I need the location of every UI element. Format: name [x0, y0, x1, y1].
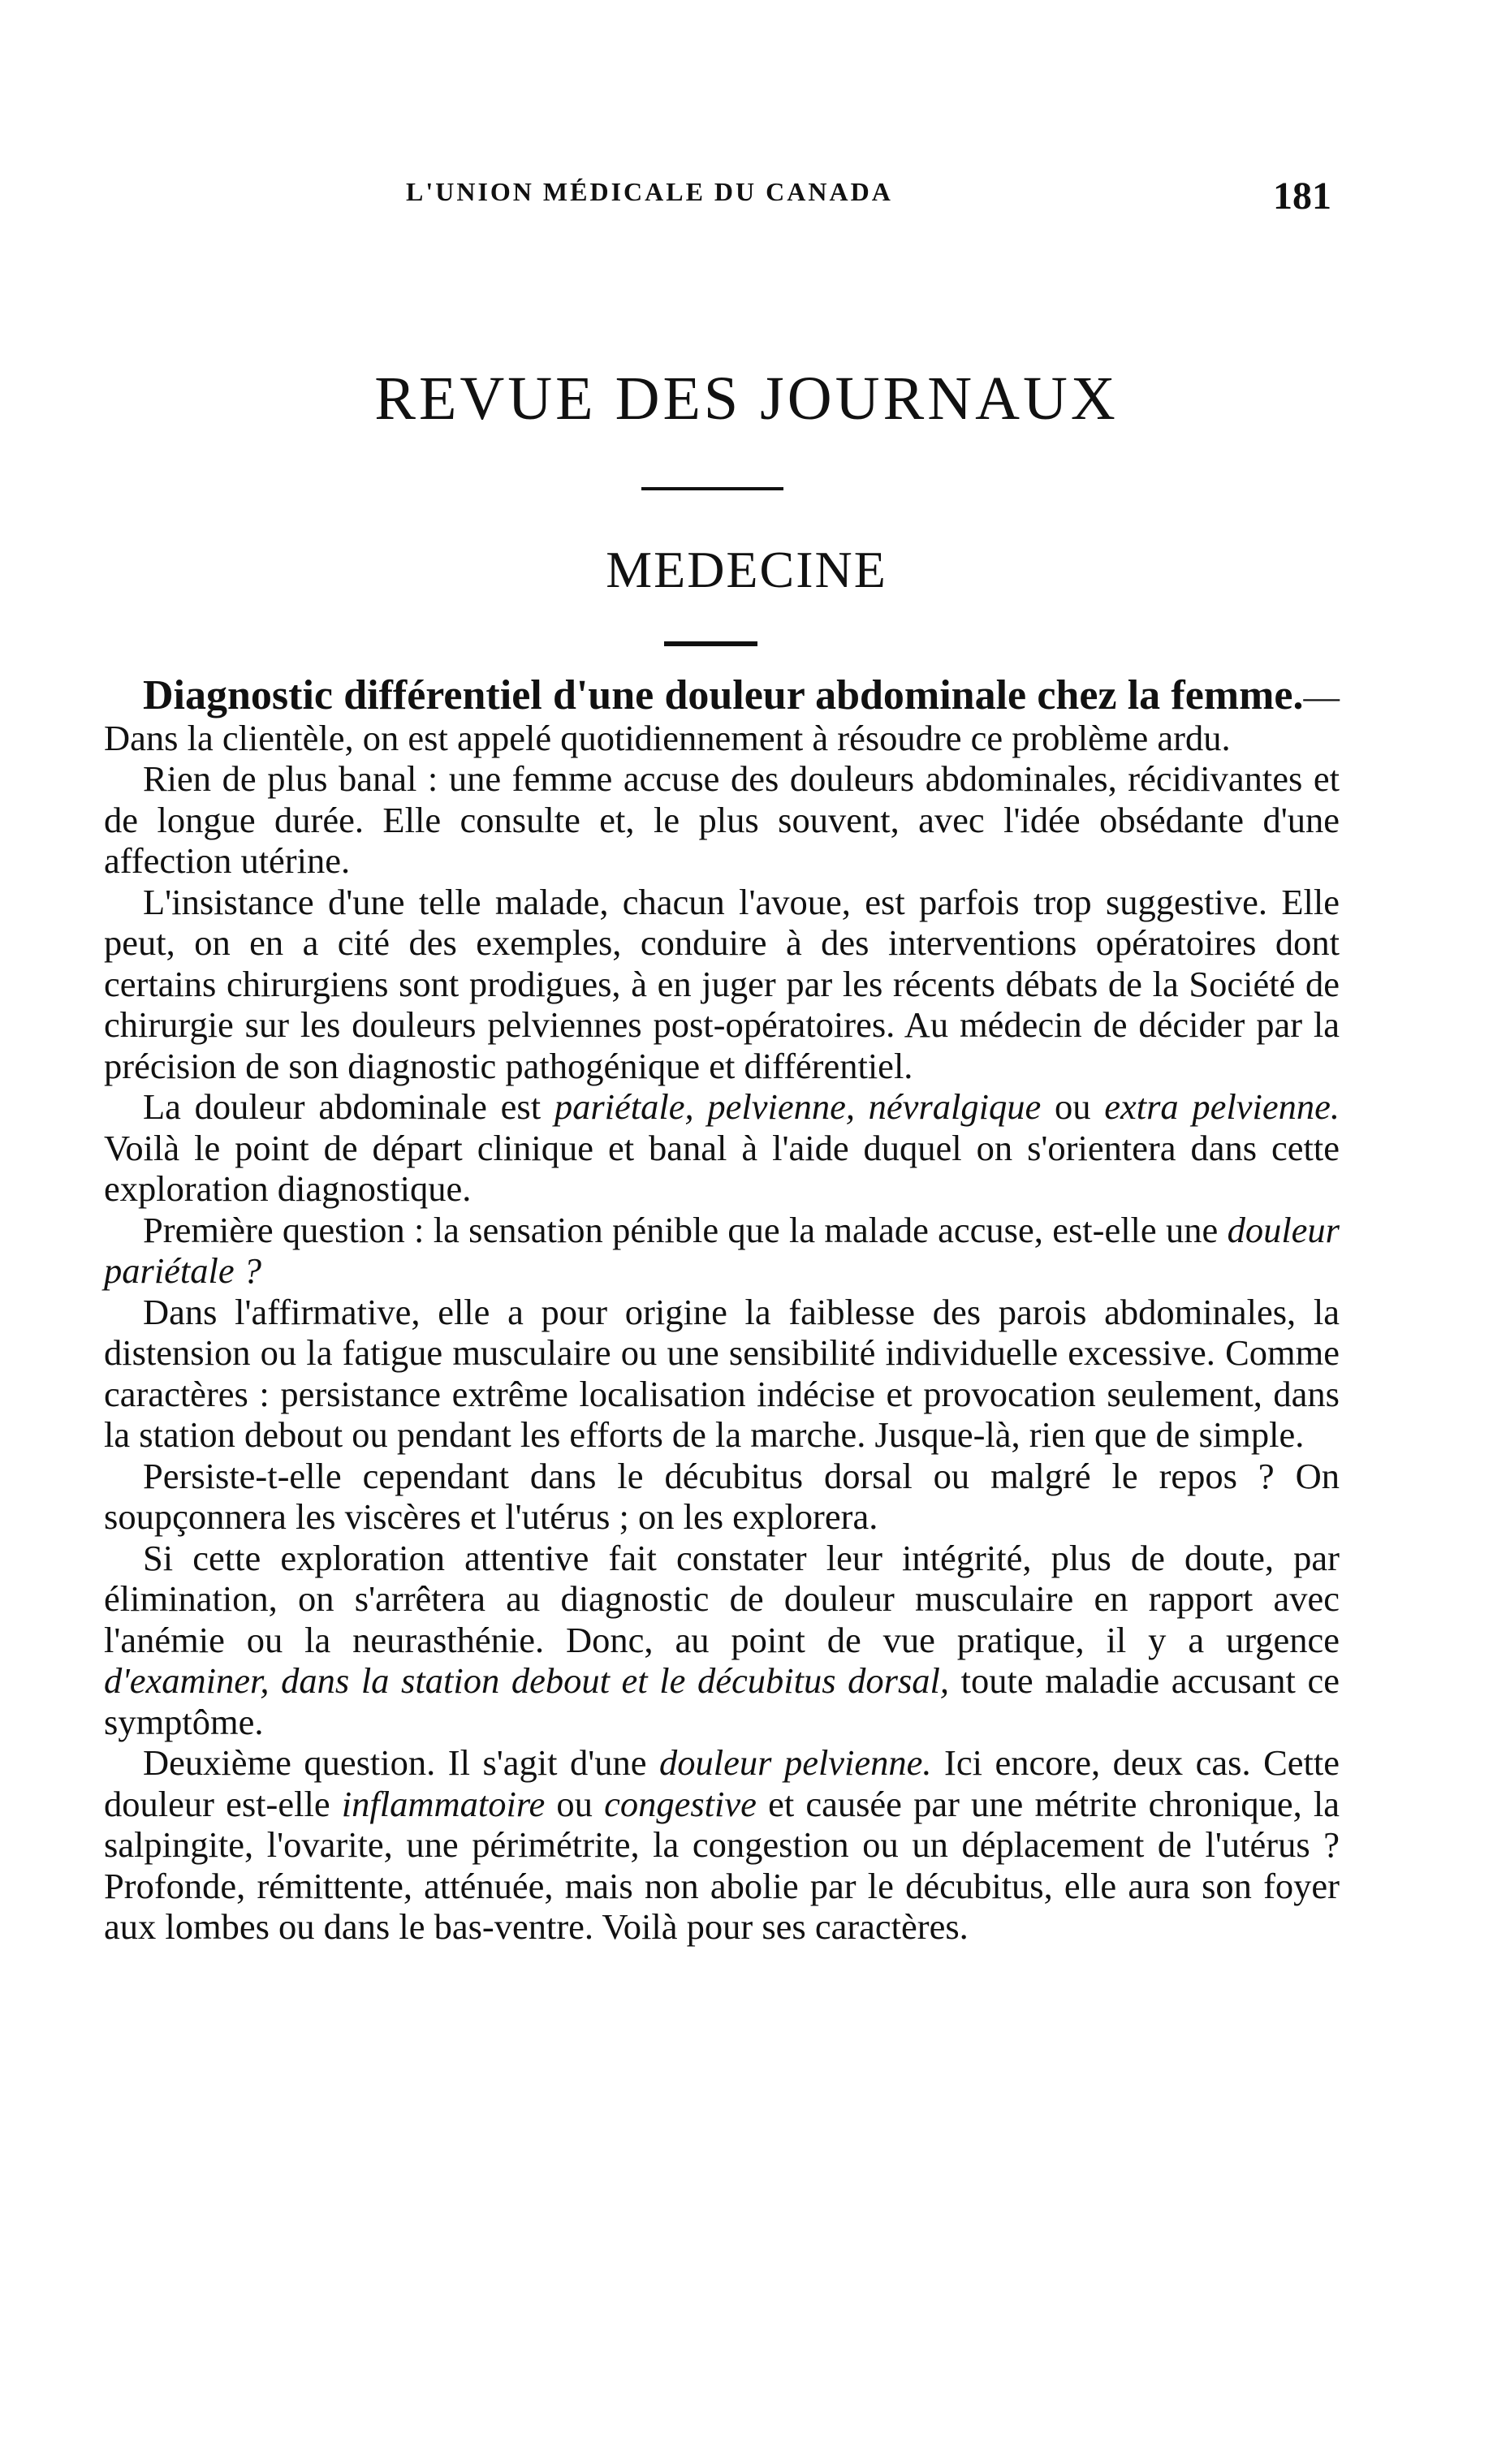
section-title: REVUE DES JOURNAUX: [374, 365, 1119, 433]
p9-d: inflammatoire: [341, 1783, 546, 1824]
p4-d: extra pelvienne.: [1104, 1086, 1340, 1127]
p4-e: Voilà le point de départ clinique et banal à l'aide duquel on s'orientera dans cette exploration diagnostique.: [104, 1127, 1340, 1209]
p5-b: douleur pariétale ?: [104, 1209, 1340, 1291]
p9-e: ou: [545, 1783, 605, 1824]
article-body: [104, 672, 1340, 1948]
p8-c: toute maladie accusant ce symptôme.: [104, 1660, 1340, 1742]
subsection-divider: [664, 641, 757, 646]
running-head: [0, 177, 1493, 226]
p4-c: ou: [1041, 1086, 1105, 1127]
paragraph-5: [104, 1210, 1340, 1292]
p4-b: pariétale, pelvienne, névralgique: [554, 1086, 1042, 1127]
paragraph-3: L'insistance d'une telle malade, chacun l'avoue, est parfois trop suggestive. Elle peut, on en a cité des exemples, conduire à des interventions opératoires dont certains chirurgiens sont prodigues, à en juger par les récents débats de la Société de chirurgie sur les douleurs pelviennes post-opératoires. Au médecin de décider par la précision de son diagnostic pathogénique et différentiel.: [104, 881, 1340, 1086]
subsection-title: MEDECINE: [606, 541, 887, 598]
article-title: Diagnostic différentiel d'une douleur abdominale chez la femme.: [143, 672, 1304, 718]
p9-a: Deuxième question. Il s'agit d'une: [143, 1742, 660, 1783]
title-divider: [641, 487, 783, 490]
p9-b: douleur pelvienne.: [659, 1742, 932, 1783]
p9-c: Ici encore, deux cas. Cette douleur est-elle: [104, 1742, 1340, 1824]
paragraph-1-text: —Dans la clientèle, on est appelé quotidiennement à résoudre ce problème ardu.: [104, 676, 1340, 758]
paragraph-9: [104, 1742, 1340, 1948]
p8-a: Si cette exploration attentive fait constater leur intégrité, plus de doute, par élimination, on s'arrêtera au diagnostic de douleur musculaire en rapport avec l'anémie ou la neurasthénie. Donc, au point de vue pratique, il y a urgence: [104, 1537, 1340, 1660]
p4-a: La douleur abdominale est: [143, 1086, 554, 1127]
page-number: 181: [1273, 175, 1331, 218]
paragraph-4: [104, 1086, 1340, 1210]
paragraph-1: [104, 672, 1340, 758]
paragraph-7: Persiste-t-elle cependant dans le décubitus dorsal ou malgré le repos ? On soupçonnera les viscères et l'utérus ; on les explorera.: [104, 1455, 1340, 1537]
paragraph-8: [104, 1538, 1340, 1743]
running-title: L'UNION MÉDICALE DU CANADA: [406, 177, 893, 206]
p5-a: Première question : la sensation pénible que la malade accuse, est-elle une: [143, 1209, 1228, 1250]
paragraph-6: Dans l'affirmative, elle a pour origine la faiblesse des parois abdominales, la distension ou la fatigue musculaire ou une sensibilité individuelle excessive. Comme caractères : persistance extrême localisation indécise et provocation seulement, dans la station debout ou pendant les efforts de la marche. Jusque-là, rien que de simple.: [104, 1291, 1340, 1455]
p9-f: congestive: [604, 1783, 757, 1824]
p9-g: et causée par une métrite chronique, la salpingite, l'ovarite, une périmétrite, la congestion ou un déplacement de l'utérus ? Profonde, rémittente, atténuée, mais non abolie par le décubitus, elle aura son foyer aux lombes ou dans le bas-ventre. Voilà pour ses caractères.: [104, 1783, 1340, 1947]
paragraph-2: Rien de plus banal : une femme accuse des douleurs abdominales, récidivantes et de longue durée. Elle consulte et, le plus souvent, avec l'idée obsédante d'une affection utérine.: [104, 758, 1340, 881]
p8-b: d'examiner, dans la station debout et le décubitus dorsal,: [104, 1660, 950, 1701]
